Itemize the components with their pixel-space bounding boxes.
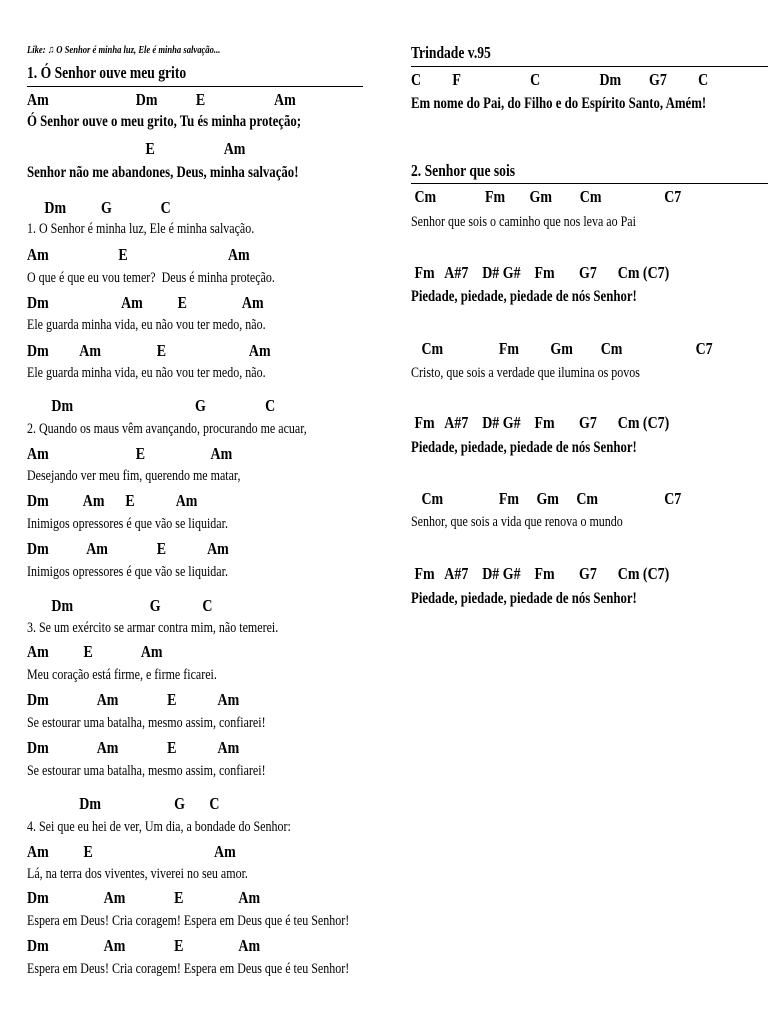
lyric-line: Senhor não me abandones, Deus, minha salvação! [27, 164, 299, 181]
lyric-line: 2. Quando os maus vêm avançando, procurando me acuar, [27, 421, 307, 437]
chord-line: Cm Fm Gm Cm C7 [411, 187, 682, 206]
lyric-line: Meu coração está firme, e firme ficarei. [27, 667, 217, 683]
lyric-line: Desejando ver meu fim, querendo me matar, [27, 468, 241, 484]
title-divider [411, 183, 768, 184]
lyric-line: Espera em Deus! Cria coragem! Espera em Deus que é teu Senhor! [27, 961, 350, 977]
lyric-line: Ó Senhor ouve o meu grito, Tu és minha proteção; [27, 113, 302, 130]
chord-line: Dm Am E Am [27, 888, 261, 907]
chord-line: Am E Am [27, 245, 250, 264]
like-note: Like: ♫ O Senhor é minha luz, Ele é minha salvação... [27, 44, 221, 56]
lyric-line: Espera em Deus! Cria coragem! Espera em Deus que é teu Senhor! [27, 913, 350, 929]
chord-line: Cm Fm Gm Cm C7 [411, 489, 682, 508]
title-divider [411, 66, 768, 67]
lyric-line: 4. Sei que eu hei de ver, Um dia, a bondade do Senhor: [27, 819, 291, 835]
lyric-line: Piedade, piedade, piedade de nós Senhor! [411, 439, 637, 456]
chord-line: Dm Am E Am [27, 936, 261, 955]
lyric-line: Piedade, piedade, piedade de nós Senhor! [411, 288, 637, 305]
chord-line: Dm Am E Am [27, 539, 229, 558]
chord-line: Dm G C [27, 596, 213, 615]
chord-line: Dm G C [27, 396, 276, 415]
lyric-line: Se estourar uma batalha, mesmo assim, confiarei! [27, 763, 266, 779]
chord-line: Dm Am E Am [27, 341, 271, 360]
lyric-line: Senhor que sois o caminho que nos leva ao Pai [411, 214, 636, 230]
chord-line: E Am [27, 139, 246, 158]
chord-line: Dm Am E Am [27, 293, 264, 312]
lyric-line: Inimigos opressores é que vão se liquidar. [27, 516, 228, 532]
lyric-line: 1. O Senhor é minha luz, Ele é minha salvação. [27, 221, 255, 237]
lyric-line: Cristo, que sois a verdade que ilumina os povos [411, 365, 640, 381]
song-title: 1. Ó Senhor ouve meu grito [27, 63, 187, 82]
lyric-line: O que é que eu vou temer? Deus é minha proteção. [27, 270, 275, 286]
lyric-line: Em nome do Pai, do Filho e do Espírito Santo, Amém! [411, 95, 707, 112]
chord-line: Fm A#7 D# G# Fm G7 Cm (C7) [411, 413, 670, 432]
lyric-line: Se estourar uma batalha, mesmo assim, confiarei! [27, 715, 266, 731]
lyric-line: Piedade, piedade, piedade de nós Senhor! [411, 590, 637, 607]
chord-line: Dm G C [27, 198, 171, 217]
chord-line: Am Dm E Am [27, 90, 296, 109]
chord-line: Dm Am E Am [27, 738, 240, 757]
chord-line: Dm Am E Am [27, 491, 198, 510]
chord-line: Fm A#7 D# G# Fm G7 Cm (C7) [411, 564, 670, 583]
lyric-line: Lá, na terra dos viventes, viverei no seu amor. [27, 866, 248, 882]
title-divider [27, 86, 363, 87]
chord-line: Cm Fm Gm Cm C7 [411, 339, 713, 358]
chord-line: Dm Am E Am [27, 690, 240, 709]
lyric-line: Senhor, que sois a vida que renova o mundo [411, 514, 623, 530]
section-title: Trindade v.95 [411, 43, 491, 62]
chord-line: Dm G C [27, 794, 220, 813]
chord-line: Am E Am [27, 842, 236, 861]
section-title: 2. Senhor que sois [411, 161, 516, 180]
chord-line: Fm A#7 D# G# Fm G7 Cm (C7) [411, 263, 670, 282]
lyric-line: Ele guarda minha vida, eu não vou ter medo, não. [27, 365, 266, 381]
chord-line: Am E Am [27, 444, 233, 463]
lyric-line: Ele guarda minha vida, eu não vou ter medo, não. [27, 317, 266, 333]
chord-line: Am E Am [27, 642, 163, 661]
lyric-line: 3. Se um exército se armar contra mim, não temerei. [27, 620, 279, 636]
chord-line: C F C Dm G7 C [411, 70, 709, 89]
lyric-line: Inimigos opressores é que vão se liquidar. [27, 564, 228, 580]
